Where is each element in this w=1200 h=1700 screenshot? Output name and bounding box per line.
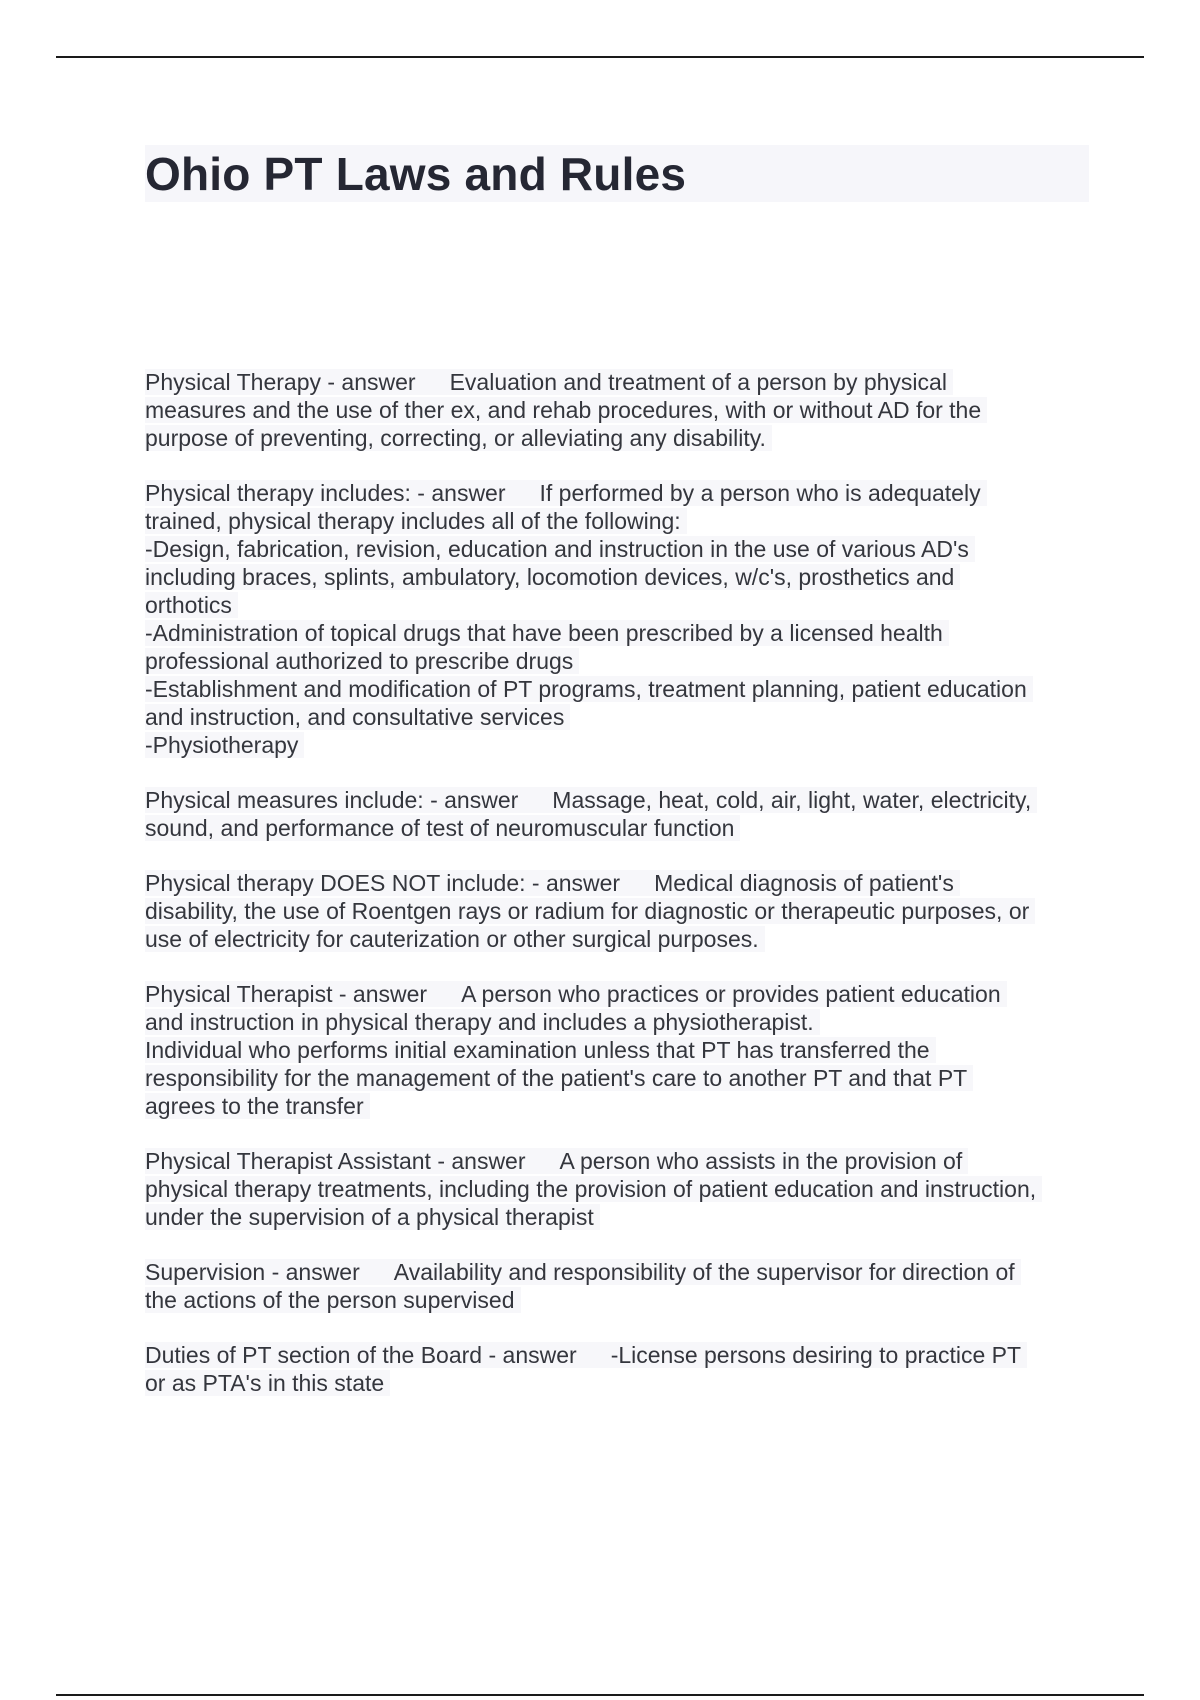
qa-definition: A person who assists in the provision of physical therapy treatments, including the provision of patient education and instruction, under the supervision of a physical therapist xyxy=(145,1148,1037,1230)
qa-item xyxy=(145,1147,1089,1231)
qa-item xyxy=(145,368,1089,452)
qa-item xyxy=(145,980,1089,1120)
qa-term: Supervision - answer xyxy=(145,1259,360,1285)
qa-term: Physical Therapy - answer xyxy=(145,369,416,395)
qa-definition: Evaluation and treatment of a person by physical measures and the use of ther ex, and rehab procedures, with or without AD for the purpose of preventing, correcting, or alleviating any disability. xyxy=(145,369,982,451)
qa-item xyxy=(145,1258,1089,1314)
qa-definition: -License persons desiring to practice PT or as PTA's in this state xyxy=(145,1342,1022,1396)
qa-item xyxy=(145,1341,1089,1397)
qa-term: Physical Therapist - answer xyxy=(145,981,428,1007)
qa-definition: Medical diagnosis of patient's disability, the use of Roentgen rays or radium for diagnostic or therapeutic purposes, or use of electricity for cauterization or other surgical purposes. xyxy=(145,870,1030,952)
top-rule xyxy=(56,56,1144,58)
qa-term: Duties of PT section of the Board - answer xyxy=(145,1342,577,1368)
qa-term: Physical therapy DOES NOT include: - answer xyxy=(145,870,621,896)
qa-definition: Availability and responsibility of the supervisor for direction of the actions of the person supervised xyxy=(145,1259,1015,1313)
qa-list xyxy=(145,368,1089,1424)
qa-item xyxy=(145,869,1089,953)
qa-term: Physical therapy includes: - answer xyxy=(145,480,506,506)
qa-definition: Massage, heat, cold, air, light, water, electricity, sound, and performance of test of neuromuscular function xyxy=(145,787,1032,841)
page-title: Ohio PT Laws and Rules xyxy=(145,148,687,200)
qa-definition: A person who practices or provides patient education and instruction in physical therapy and includes a physiotherapist. Individual who performs initial examination unless that PT has transferred the responsibility for the management of the patient's care to another PT and that PT agrees to the transfer xyxy=(145,981,1001,1119)
qa-item xyxy=(145,786,1089,842)
qa-term: Physical Therapist Assistant - answer xyxy=(145,1148,526,1174)
qa-item xyxy=(145,479,1089,759)
bottom-rule xyxy=(56,1694,1144,1696)
qa-term: Physical measures include: - answer xyxy=(145,787,519,813)
qa-definition: If performed by a person who is adequately trained, physical therapy includes all of the following: -Design, fabrication, revision, education and instruction in the use of various AD's including braces, splints, ambulatory, locomotion devices, w/c's, prosthetics and orthotics -Administration of topical drugs that have been prescribed by a licensed health professional authorized to prescribe drugs -Establishment and modification of PT programs, treatment planning, patient education and instruction, and consultative services -Physiotherapy xyxy=(145,480,1027,758)
